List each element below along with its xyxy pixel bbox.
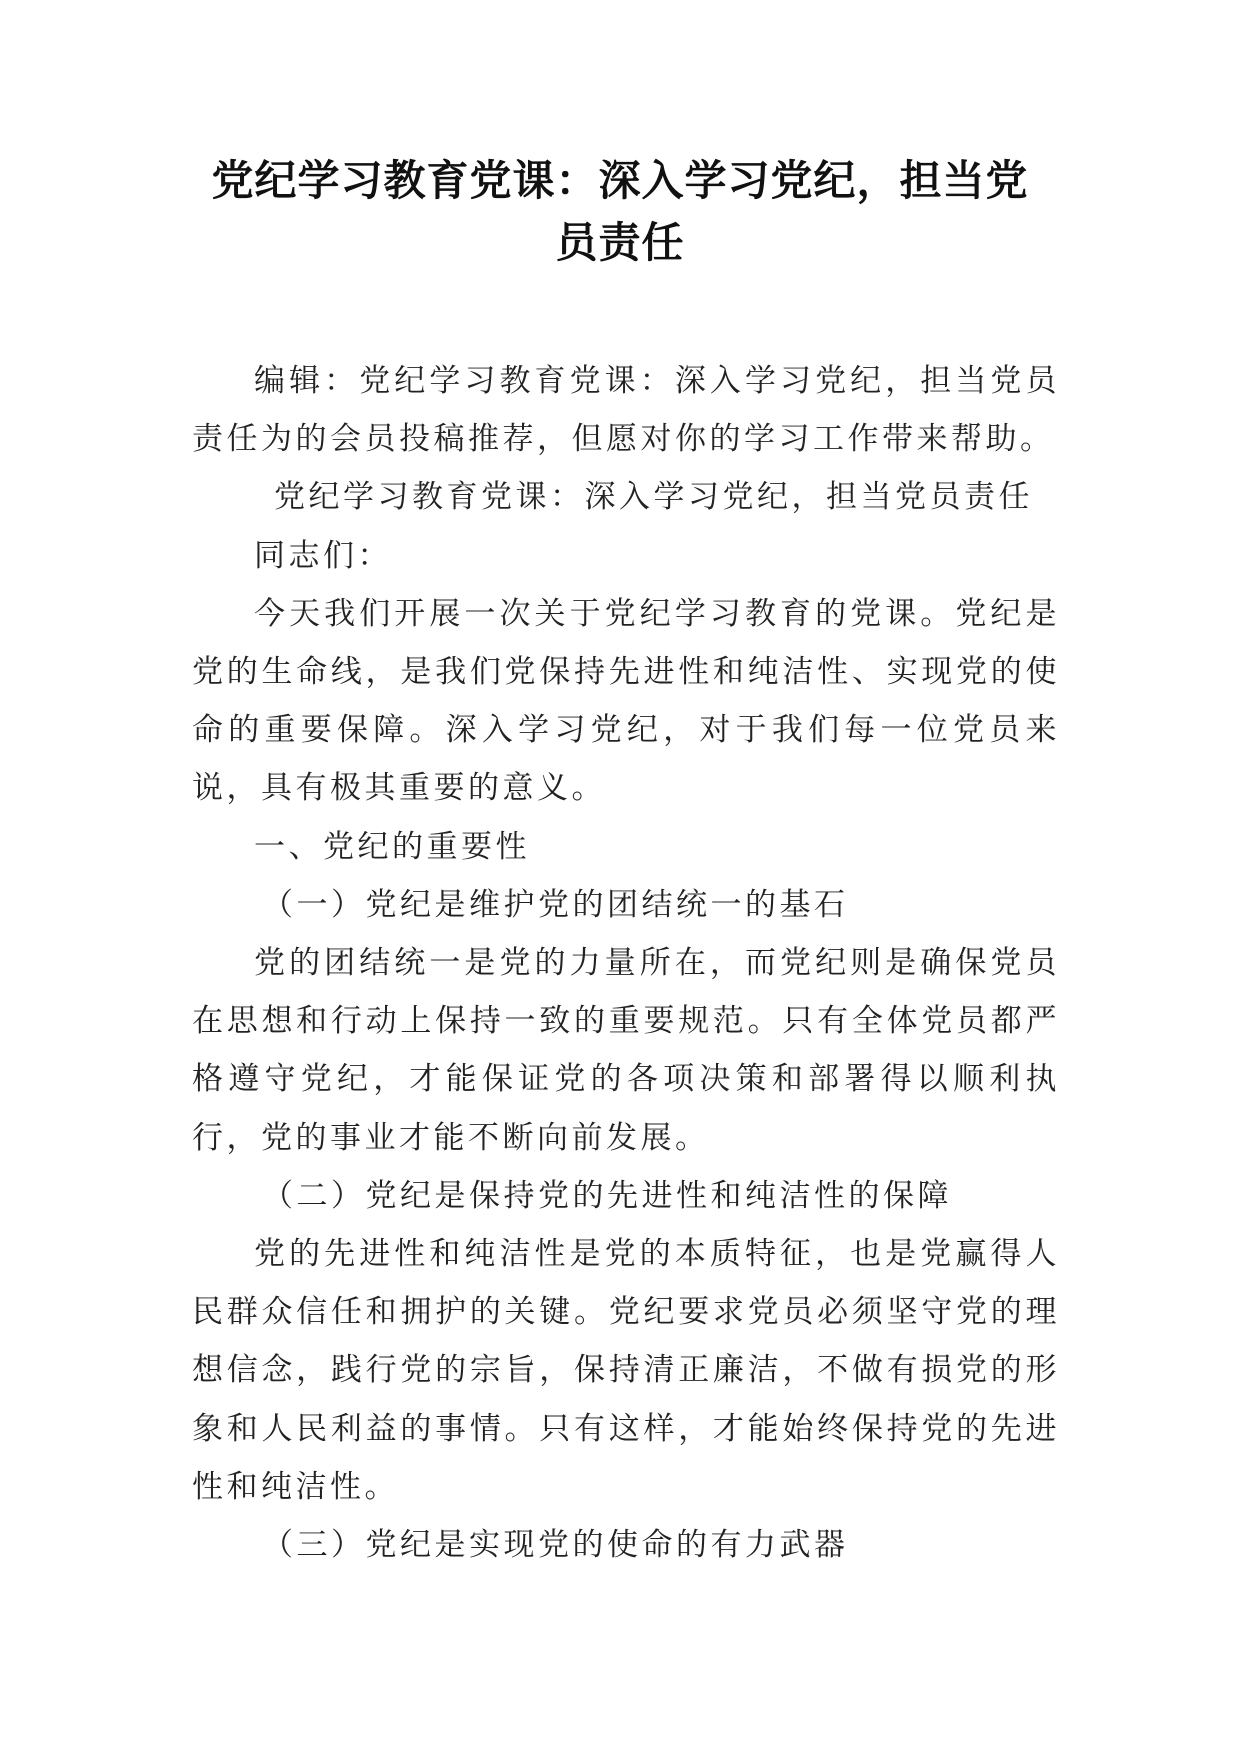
title-line-1: 党纪学习教育党课：深入学习党纪，担当党 <box>211 156 1029 205</box>
body-paragraph-2: 党的先进性和纯洁性是党的本质特征，也是党赢得人民群众信任和拥护的关键。党纪要求党员必须坚守党的理想信念，践行党的宗旨，保持清正廉洁，不做有损党的形象和人民利益的事情。只有这样，才能始终保持党的先进性和纯洁性。 <box>192 1236 1060 1505</box>
subtitle-line: 党纪学习教育党课：深入学习党纪，担当党员责任 <box>274 479 1033 516</box>
salutation: 同志们： <box>254 537 392 574</box>
title-line-2: 员责任 <box>555 218 685 267</box>
sub-heading-3: （三）党纪是实现党的使命的有力武器 <box>262 1527 849 1564</box>
document-title <box>180 150 1060 274</box>
section-heading-1: 一、党纪的重要性 <box>254 828 530 865</box>
intro-paragraph: 今天我们开展一次关于党纪学习教育的党课。党纪是党的生命线，是我们党保持先进性和纯洁性、实现党的使命的重要保障。深入学习党纪，对于我们每一位党员来说，具有极其重要的意义。 <box>192 595 1060 807</box>
document-body <box>192 352 1060 1574</box>
sub-heading-1: （一）党纪是维护党的团结统一的基石 <box>262 886 849 923</box>
sub-heading-2: （二）党纪是保持党的先进性和纯洁性的保障 <box>262 1177 952 1214</box>
editor-note: 编辑：党纪学习教育党课：深入学习党纪，担当党员责任为的会员投稿推荐，但愿对你的学习工作带来帮助。 <box>192 363 1060 458</box>
body-paragraph-1: 党的团结统一是党的力量所在，而党纪则是确保党员在思想和行动上保持一致的重要规范。只有全体党员都严格遵守党纪，才能保证党的各项决策和部署得以顺利执行，党的事业才能不断向前发展。 <box>192 945 1060 1156</box>
